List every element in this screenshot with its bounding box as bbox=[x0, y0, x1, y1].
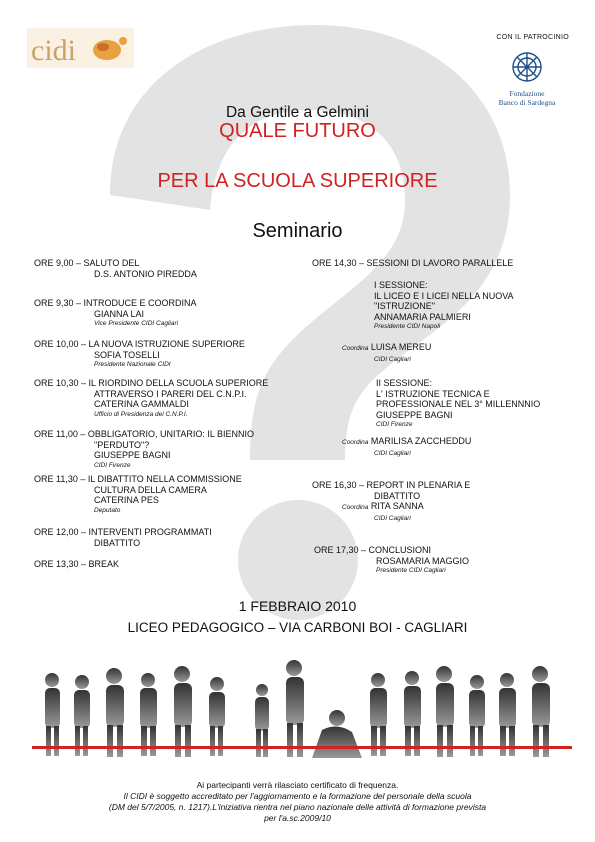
program-line-cont: "PERDUTO"? bbox=[94, 439, 150, 450]
subtitle: Da Gentile a Gelmini bbox=[225, 104, 369, 121]
fondazione-logo bbox=[484, 50, 570, 112]
program-line-cont: DIBATTITO bbox=[374, 490, 421, 501]
program-item-6 bbox=[34, 474, 242, 516]
program-note: Presidente Nazionale CIDI bbox=[94, 361, 171, 368]
program-note: Ufficio di Presidenza del C.N.P.I. bbox=[94, 410, 188, 418]
program-item-8 bbox=[34, 559, 119, 570]
patrocinio-label: CON IL PATROCINIO bbox=[496, 34, 569, 41]
program-speaker: SOFIA TOSELLI bbox=[94, 349, 160, 360]
program-line: ORE 12,00 – INTERVENTI PROGRAMMATI bbox=[34, 527, 212, 537]
program-line-cont: ATTRAVERSO I PARERI DEL C.N.P.I. bbox=[94, 388, 247, 399]
event-venue: LICEO PEDAGOGICO – VIA CARBONI BOI - CAGLIARI bbox=[127, 620, 468, 635]
event-date: 1 FEBBRAIO 2010 bbox=[238, 598, 357, 614]
footer-line2-text: Il CIDI è soggetto accreditato per l'aggiornamento e la formazione del personale della scuola bbox=[123, 791, 472, 801]
main-title-line1: QUALE FUTURO bbox=[219, 120, 376, 142]
program-speaker: ROSAMARIA MAGGIO bbox=[376, 555, 470, 566]
coord-label: Coordina bbox=[342, 345, 369, 352]
coord-name: LUISA MEREU bbox=[370, 342, 432, 352]
session-speaker: GIUSEPPE BAGNI bbox=[376, 409, 453, 420]
program-line: ORE 9,30 – INTRODUCE E COORDINA bbox=[34, 298, 197, 308]
fondazione-emblem-icon bbox=[507, 50, 547, 84]
session-note: Presidente CIDI Napoli bbox=[374, 323, 441, 330]
footer-line3 bbox=[0, 802, 595, 813]
session-title: L' ISTRUZIONE TECNICA E bbox=[376, 388, 490, 399]
fondazione-line2: Banco di Sardegna bbox=[498, 98, 556, 107]
people-silhouettes-image bbox=[32, 660, 572, 770]
footer-line4 bbox=[0, 813, 595, 824]
program-note: CIDI Firenze bbox=[94, 461, 131, 469]
program-speaker: GIANNA LAI bbox=[94, 308, 145, 319]
program-note: Presidente CIDI Cagliari bbox=[376, 567, 446, 574]
program-right-1: ORE 14,30 – SESSIONI DI LAVORO PARALLELE bbox=[312, 258, 514, 268]
program-item-3 bbox=[34, 339, 245, 371]
program-line: ORE 17,30 – CONCLUSIONI bbox=[314, 545, 432, 555]
program-line: ORE 13,30 – BREAK bbox=[34, 559, 120, 569]
program-item-5 bbox=[34, 429, 254, 471]
coord-note: CIDI Cagliari bbox=[374, 449, 411, 457]
program-line: ORE 9,00 – SALUTO DEL bbox=[34, 258, 140, 268]
program-line: ORE 11,30 – IL DIBATTITO NELLA COMMISSIONE bbox=[34, 474, 242, 484]
session-title-cont: PROFESSIONALE NEL 3° MILLENNNIO bbox=[376, 399, 541, 409]
program-line: ORE 16,30 – REPORT IN PLENARIA E bbox=[312, 480, 471, 490]
program-speaker: CATERINA GAMMALDI bbox=[94, 399, 189, 409]
seminario-heading: Seminario bbox=[252, 220, 343, 242]
session-note: CIDI Firenze bbox=[376, 421, 413, 428]
session-1-coord bbox=[342, 342, 431, 365]
footer-line3-text: (DM del 5/7/2005, n. 1217).L'iniziativa rientra nel piano nazionale delle attività di formazione prevista bbox=[108, 802, 487, 812]
session-label: I SESSIONE: bbox=[374, 280, 428, 290]
footer-line2 bbox=[0, 791, 595, 802]
program-speaker: GIUSEPPE BAGNI bbox=[94, 450, 171, 460]
session-1 bbox=[374, 280, 514, 333]
session-title: IL LICEO E I LICEI NELLA NUOVA bbox=[374, 290, 514, 301]
program-speaker: CATERINA PES bbox=[94, 495, 159, 505]
coord-label: Coordina bbox=[342, 439, 369, 446]
program-line: ORE 11,00 – OBBLIGATORIO, UNITARIO: IL BIENNIO bbox=[34, 429, 255, 439]
program-right-2 bbox=[312, 480, 470, 524]
program-right-3 bbox=[314, 545, 469, 577]
program-item-4 bbox=[34, 378, 268, 420]
svg-text:cidi: cidi bbox=[31, 34, 76, 67]
program-line-cont: CULTURA DELLA CAMERA bbox=[94, 484, 207, 495]
program-line-cont: DIBATTITO bbox=[94, 537, 141, 548]
coord-note: CIDI Cagliari bbox=[374, 355, 411, 363]
session-label: II SESSIONE: bbox=[376, 378, 433, 388]
footer-line1: Ai partecipanti verrà rilasciato certificato di frequenza. bbox=[196, 780, 399, 790]
footer-line4-text: per l'a.sc.2009/10 bbox=[264, 813, 331, 823]
session-speaker: ANNAMARIA PALMIERI bbox=[374, 311, 471, 322]
cidi-logo bbox=[27, 28, 134, 68]
coord-name: MARILISA ZACCHEDDU bbox=[370, 436, 472, 446]
fondazione-line1: Fondazione bbox=[509, 89, 545, 98]
main-title-line2: PER LA SCUOLA SUPERIORE bbox=[157, 170, 438, 192]
program-speaker: D.S. ANTONIO PIREDDA bbox=[94, 268, 197, 279]
program-item-2 bbox=[34, 298, 197, 330]
program-item-7 bbox=[34, 527, 212, 548]
session-2 bbox=[376, 378, 540, 431]
program-line: ORE 10,00 – LA NUOVA ISTRUZIONE SUPERIORE bbox=[34, 339, 245, 349]
coord-name: RITA SANNA bbox=[370, 501, 424, 511]
program-item-1 bbox=[34, 258, 197, 279]
session-title-cont: "ISTRUZIONE" bbox=[374, 301, 435, 311]
program-line: ORE 10,30 – IL RIORDINO DELLA SCUOLA SUPERIORE bbox=[34, 378, 269, 388]
program-note: Vice Presidente CIDI Cagliari bbox=[94, 320, 179, 327]
coord-label: Coordina bbox=[342, 504, 369, 511]
session-2-coord bbox=[342, 436, 471, 459]
program-note: Deputato bbox=[94, 506, 121, 514]
program-note: CIDI Cagliari bbox=[374, 514, 411, 522]
